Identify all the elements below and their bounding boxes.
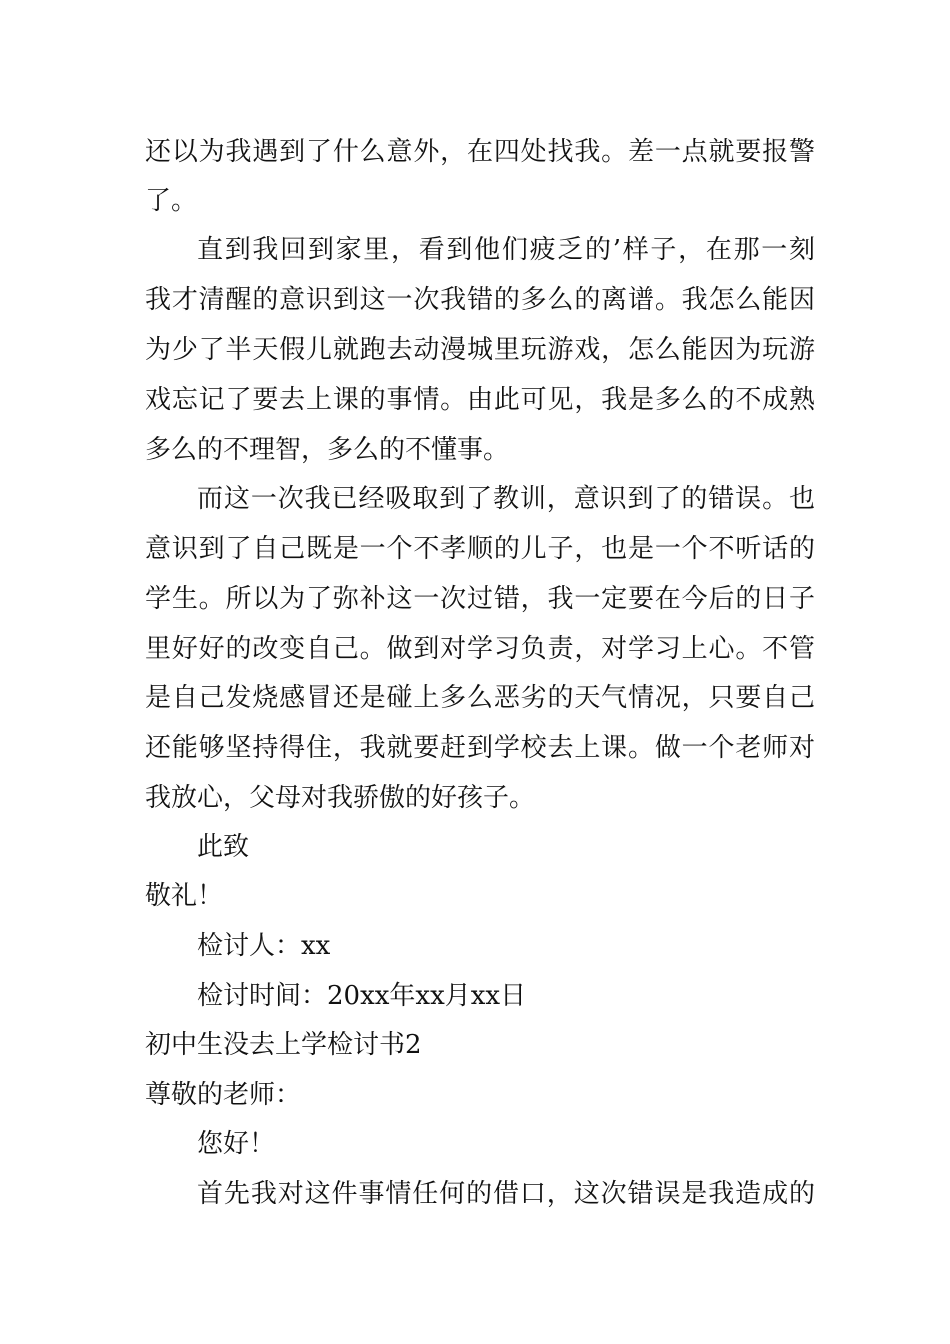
paragraph-line: 学生。所以为了弥补这一次过错，我一定要在今后的日子 [145, 584, 815, 614]
paragraph-line: 还能够坚持得住，我就要赶到学校去上课。做一个老师对 [145, 733, 815, 763]
paragraph-line: 是自己发烧感冒还是碰上多么恶劣的天气情况，只要自己 [145, 683, 815, 713]
paragraph-line: 里好好的改变自己。做到对学习负责，对学习上心。不管 [145, 634, 815, 664]
paragraph-line: 首先我对这件事情任何的借口，这次错误是我造成的 [197, 1179, 815, 1209]
section-title: 初中生没去上学检讨书2 [145, 1030, 422, 1060]
paragraph-line: 直到我回到家里，看到他们疲乏的’样子，在那一刻 [197, 235, 815, 265]
paragraph-line: 我放心，父母对我骄傲的好孩子。 [145, 783, 536, 813]
closing-regards: 敬礼！ [145, 881, 224, 911]
paragraph-line: 了。 [145, 186, 198, 216]
paragraph-line: 而这一次我已经吸取到了教训，意识到了的错误。也 [197, 484, 815, 514]
paragraph-line: 多么的不理智，多么的不懂事。 [145, 435, 510, 465]
paragraph-line: 还以为我遇到了什么意外，在四处找我。差一点就要报警 [145, 137, 815, 167]
greeting-line: 尊敬的老师： [145, 1080, 302, 1110]
greeting-line: 您好！ [197, 1129, 276, 1159]
paragraph-line: 意识到了自己既是一个不孝顺的儿子，也是一个不听话的 [145, 534, 815, 564]
signature-author: 检讨人：xx [197, 931, 331, 961]
closing-salutation: 此致 [197, 832, 250, 862]
paragraph-line: 为少了半天假儿就跑去动漫城里玩游戏，怎么能因为玩游 [145, 335, 815, 365]
paragraph-line: 我才清醒的意识到这一次我错的多么的离谱。我怎么能因 [145, 285, 815, 315]
paragraph-line: 戏忘记了要去上课的事情。由此可见，我是多么的不成熟 [145, 385, 815, 415]
signature-date: 检讨时间：20xx年xx月xx日 [197, 981, 527, 1011]
